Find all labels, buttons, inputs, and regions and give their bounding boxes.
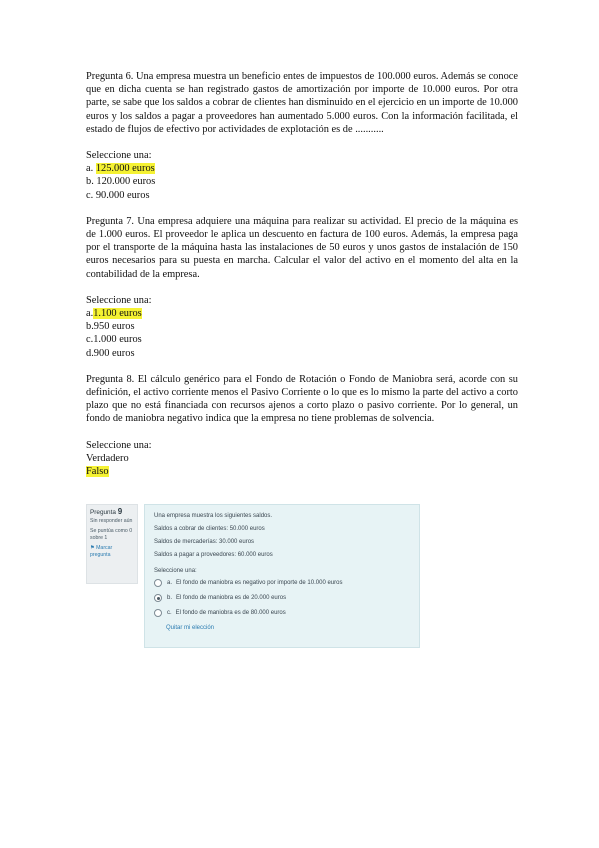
flag-question-link[interactable]: ⚑ Marcar pregunta xyxy=(90,545,113,558)
highlighted-answer: 1.100 euros xyxy=(93,308,142,320)
question-7-option-c: c.1.000 euros xyxy=(86,334,142,346)
select-prompt: Seleccione una: xyxy=(154,568,197,574)
radio-button-selected[interactable] xyxy=(154,594,162,602)
flag-icon: ⚑ xyxy=(90,545,95,551)
question-6-option-b: b. 120.000 euros xyxy=(86,176,156,188)
question-7-option-b: b.950 euros xyxy=(86,321,135,333)
highlighted-answer: 125.000 euros xyxy=(95,163,155,175)
question-6-option-c: c. 90.000 euros xyxy=(86,189,150,201)
question-7-statement: Pregunta 7. Una empresa adquiere una máquina para realizar su actividad. El precio de la máquina es de 1.000 euros. El proveedor le aplica un descuento en factura de 100 euros. Además, la empresa paga por el transporte de la máquina hasta las instalaciones de 50 euros y unos gastos de instalación de 150 euros necesarios para su puesta en marcha. Calcular el valor del activo en el momento del alta en la contabilidad de la empresa. xyxy=(86,215,518,280)
question-7-select-label: Seleccione una: xyxy=(86,294,152,306)
embedded-quiz-screenshot xyxy=(86,504,420,648)
question-content-panel xyxy=(144,504,420,648)
question-7-option-d: d.900 euros xyxy=(86,347,135,359)
answer-option-b[interactable]: b. El fondo de maniobra es de 20.000 euros xyxy=(154,594,410,602)
question-7-option-a: a.1.100 euros xyxy=(86,308,142,320)
question-8-option-true: Verdadero xyxy=(86,452,129,464)
document-body xyxy=(86,70,518,478)
question-8-select-label: Seleccione una: xyxy=(86,439,152,451)
radio-button[interactable] xyxy=(154,579,162,587)
question-6-select-label: Seleccione una: xyxy=(86,150,152,162)
question-6-statement: Pregunta 6. Una empresa muestra un beneficio entes de impuestos de 100.000 euros. Además se conoce que en dicha cuenta se han registrado gastos de amortización por importe de 10.000 euros. Por otra parte, se sabe que los saldos a cobrar de clientes han disminuido en el ejercicio en un importe de 10.000 euros y los saldos a pagar a proveedores han aumentado 5.000 euros. Con la información facilitada, el estado de flujos de efectivo por actividades de explotación es de ........... xyxy=(86,71,518,135)
question-info-panel xyxy=(86,504,138,584)
question-status: Sin responder aún xyxy=(90,518,133,524)
answer-option-c[interactable]: c. El fondo de maniobra es de 80.000 euros xyxy=(154,609,410,617)
question-number: Pregunta 9 xyxy=(90,507,123,516)
radio-button[interactable] xyxy=(154,609,162,617)
question-8-statement: Pregunta 8. El cálculo genérico para el Fondo de Rotación o Fondo de Maniobra será, acorde con su definición, el activo corriente menos el Pasivo Corriente o lo que es lo mismo la parte del activo a corto plazo que no está financiada con recursos ajenos a corto plazo o pasivo corriente. Por lo general, un fondo de maniobra negativo indica que la empresa no tiene problemas de solvencia. xyxy=(86,373,518,425)
question-6-option-a: a. 125.000 euros xyxy=(86,163,155,175)
clear-choice-link[interactable]: Quitar mi elección xyxy=(166,625,215,631)
question-score: Se puntúa como 0 sobre 1 xyxy=(90,528,133,541)
question-8-option-false xyxy=(86,465,518,478)
answer-option-a[interactable]: a. El fondo de maniobra es negativo por importe de 10.000 euros xyxy=(154,579,410,587)
question-text: Una empresa muestra los siguientes saldos. Saldos a cobrar de clientes: 50.000 euros Saldos de mercaderías: 30.000 euros Saldos a pagar a proveedores: 60.000 euros xyxy=(154,513,273,558)
highlighted-answer: Falso xyxy=(86,466,109,478)
